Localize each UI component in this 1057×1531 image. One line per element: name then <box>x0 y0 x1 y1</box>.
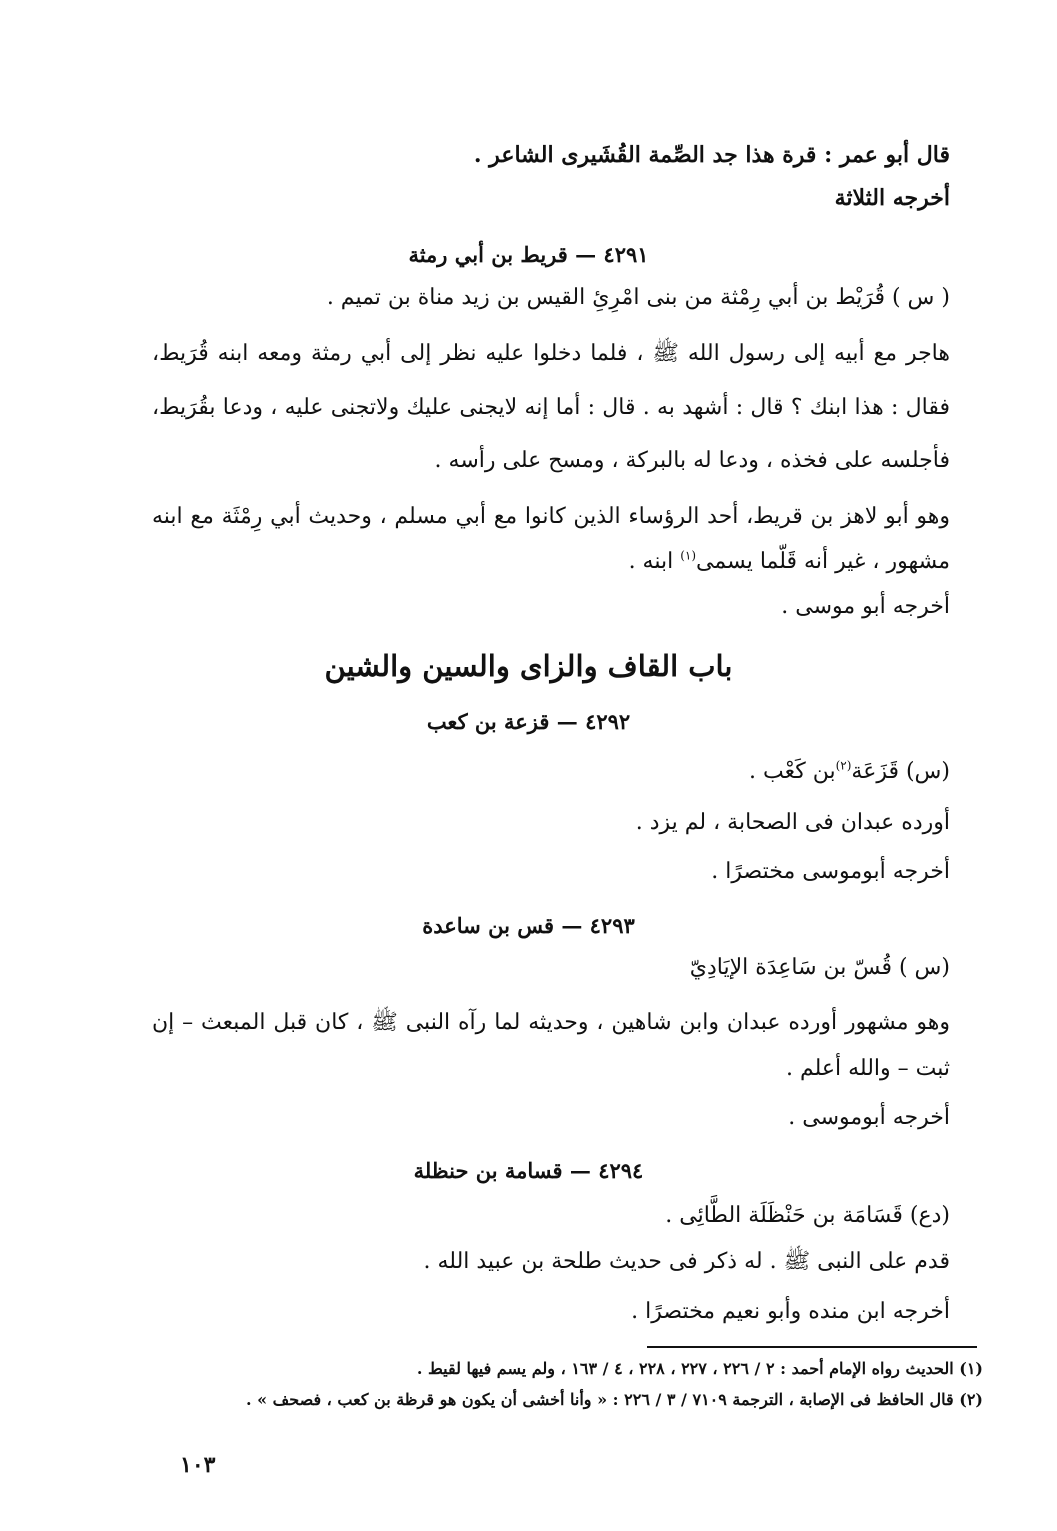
text-fragment: (س) قَزَعَة <box>851 759 950 784</box>
footnote-marker: (١) <box>680 548 697 563</box>
text-fragment: مشهور ، غير أنه قَلّما يسمى <box>696 549 950 574</box>
text-line: أخرجه ابن منده وأبو نعيم مختصرًا . <box>631 1299 950 1324</box>
text-line: أخرجه أبوموسى . <box>788 1105 950 1130</box>
text-line: ( س ) قُرَيْط بن أبي رِمْثة من بنى امْرِئِ القيس بن زيد مناة بن تميم . <box>326 285 950 310</box>
text-fragment: ابنه . <box>628 549 674 574</box>
entry-heading: ٤٢٩٣ — قس بن ساعدة <box>422 913 635 938</box>
page-number: ١٠٣ <box>180 1452 216 1478</box>
text-line: أخرجه الثلاثة <box>834 185 950 211</box>
text-line: فقال : هذا ابنك ؟ قال : أشهد به . قال : أما إنه لايجنى عليك ولاتجنى عليه ، ودعا بقُرَيط، <box>152 395 950 420</box>
text-line: ثبت – والله أعلم . <box>785 1056 950 1081</box>
footnote: (١) الحديث رواه الإمام أحمد : ٢ / ٢٢٦ ، ٢٢٧ ، ٢٢٨ ، ٤ / ١٦٣ ، ولم يسم فيها لقيط . <box>416 1359 983 1378</box>
entry-heading: ٤٢٩٤ — قسامة بن حنظلة <box>413 1158 644 1183</box>
text-line: أورده عبدان فى الصحابة ، لم يزد . <box>635 810 950 835</box>
text-line <box>749 757 950 787</box>
entry-heading: ٤٢٩١ — قريط بن أبي رمثة <box>408 242 649 267</box>
text-line: قدم على النبى ﷺ . له ذكر فى حديث طلحة بن عبيد الله . <box>423 1249 950 1274</box>
text-fragment: بن كَعْب . <box>749 759 836 784</box>
text-line: قال أبو عمر : قرة هذا جد الصِّمة القُشَيرى الشاعر . <box>473 142 950 168</box>
footnote-marker: (٢) <box>835 758 852 773</box>
text-line: (دع) قَسَامَة بن حَنْظَلَة الطَّائِى . <box>665 1203 950 1228</box>
text-line: هاجر مع أبيه إلى رسول الله ﷺ ، فلما دخلوا عليه نظر إلى أبي رمثة ومعه ابنه قُرَيط، <box>152 341 950 366</box>
text-line: أخرجه أبو موسى . <box>781 594 950 619</box>
footnote-separator <box>647 1346 977 1348</box>
text-line: فأجلسه على فخذه ، ودعا له بالبركة ، ومسح على رأسه . <box>434 448 950 473</box>
chapter-title: باب القاف والزاى والسين والشين <box>324 649 733 683</box>
entry-heading: ٤٢٩٢ — قزعة بن كعب <box>426 709 631 734</box>
text-line: وهو مشهور أورده عبدان وابن شاهين ، وحديثه لما رآه النبى ﷺ ، كان قبل المبعث – إن <box>152 1010 950 1035</box>
text-line: وهو أبو لاهز بن قريط، أحد الرؤساء الذين كانوا مع أبي مسلم ، وحديث أبي رِمْثَة مع ابنه <box>152 504 950 529</box>
text-line <box>629 547 950 577</box>
footnote: (٢) قال الحافظ فى الإصابة ، الترجمة ٧١٠٩ / ٣ / ٢٢٦ : « وأنا أخشى أن يكون هو قرظة بن كعب ، فصحف » . <box>245 1390 983 1409</box>
text-line: أخرجه أبوموسى مختصرًا . <box>711 859 950 884</box>
text-line: (س ) قُسّ بن سَاعِدَة الإيَادِيّ <box>689 955 950 980</box>
